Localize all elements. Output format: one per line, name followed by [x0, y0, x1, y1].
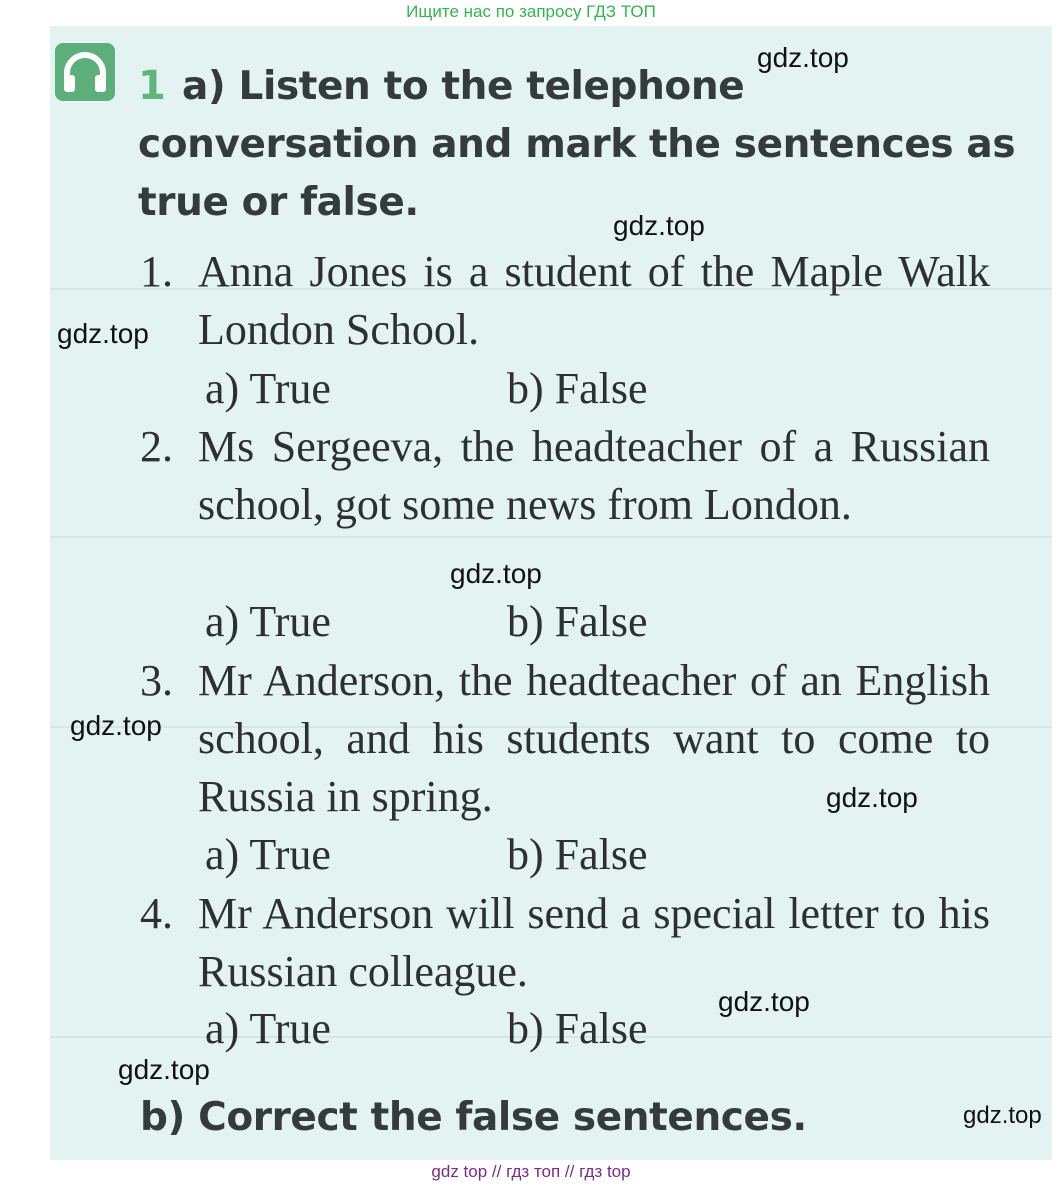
- headphones-icon: [55, 43, 115, 101]
- question-text: Mr Anderson will send a special letter to his Russian colleague.: [198, 889, 990, 996]
- answer-options: [205, 360, 648, 418]
- watermark: gdz.top: [718, 986, 810, 1017]
- watermark: gdz.top: [963, 1102, 1042, 1129]
- answer-options: [205, 593, 648, 651]
- option-true[interactable]: a) True: [205, 830, 331, 879]
- watermark: gdz.top: [57, 318, 149, 349]
- watermark: gdz.top: [613, 210, 705, 241]
- question-number: 2.: [140, 422, 173, 471]
- question-text: Ms Sergeeva, the headteacher of a Russian school, got some news from London.: [198, 422, 990, 529]
- question-number: 4.: [140, 889, 173, 938]
- option-true[interactable]: a) True: [205, 1004, 331, 1053]
- bleed-through-line: [50, 536, 1052, 538]
- answer-options: [205, 1000, 648, 1058]
- question-item: [140, 418, 990, 534]
- question-item: [140, 243, 990, 359]
- option-false[interactable]: b) False: [507, 597, 648, 646]
- task-number: 1: [138, 63, 166, 109]
- watermark: gdz.top: [70, 710, 162, 741]
- top-banner: Ищите нас по запросу ГДЗ ТОП: [406, 2, 656, 21]
- watermark: gdz.top: [757, 42, 849, 73]
- watermark: gdz.top: [118, 1054, 210, 1085]
- question-text: Anna Jones is a student of the Maple Walk London School.: [198, 247, 990, 354]
- option-false[interactable]: b) False: [507, 364, 648, 413]
- option-false[interactable]: b) False: [507, 830, 648, 879]
- option-true[interactable]: a) True: [205, 597, 331, 646]
- footer-links: gdz top // гдз топ // гдз top: [431, 1162, 631, 1181]
- question-item: [140, 885, 990, 1001]
- question-text: Mr Anderson, the headteacher of an English school, and his students want to come to Russia in spring.: [198, 656, 990, 821]
- question-number: 3.: [140, 656, 173, 705]
- option-false[interactable]: b) False: [507, 1004, 648, 1053]
- task-part-b: b) Correct the false sentences.: [140, 1095, 807, 1140]
- question-number: 1.: [140, 247, 173, 296]
- answer-options: [205, 826, 648, 884]
- option-true[interactable]: a) True: [205, 364, 331, 413]
- watermark: gdz.top: [826, 782, 918, 813]
- watermark: gdz.top: [450, 558, 542, 589]
- task-heading: a) Listen to the telephone conversation and mark the sentences as true or false.: [138, 64, 1016, 225]
